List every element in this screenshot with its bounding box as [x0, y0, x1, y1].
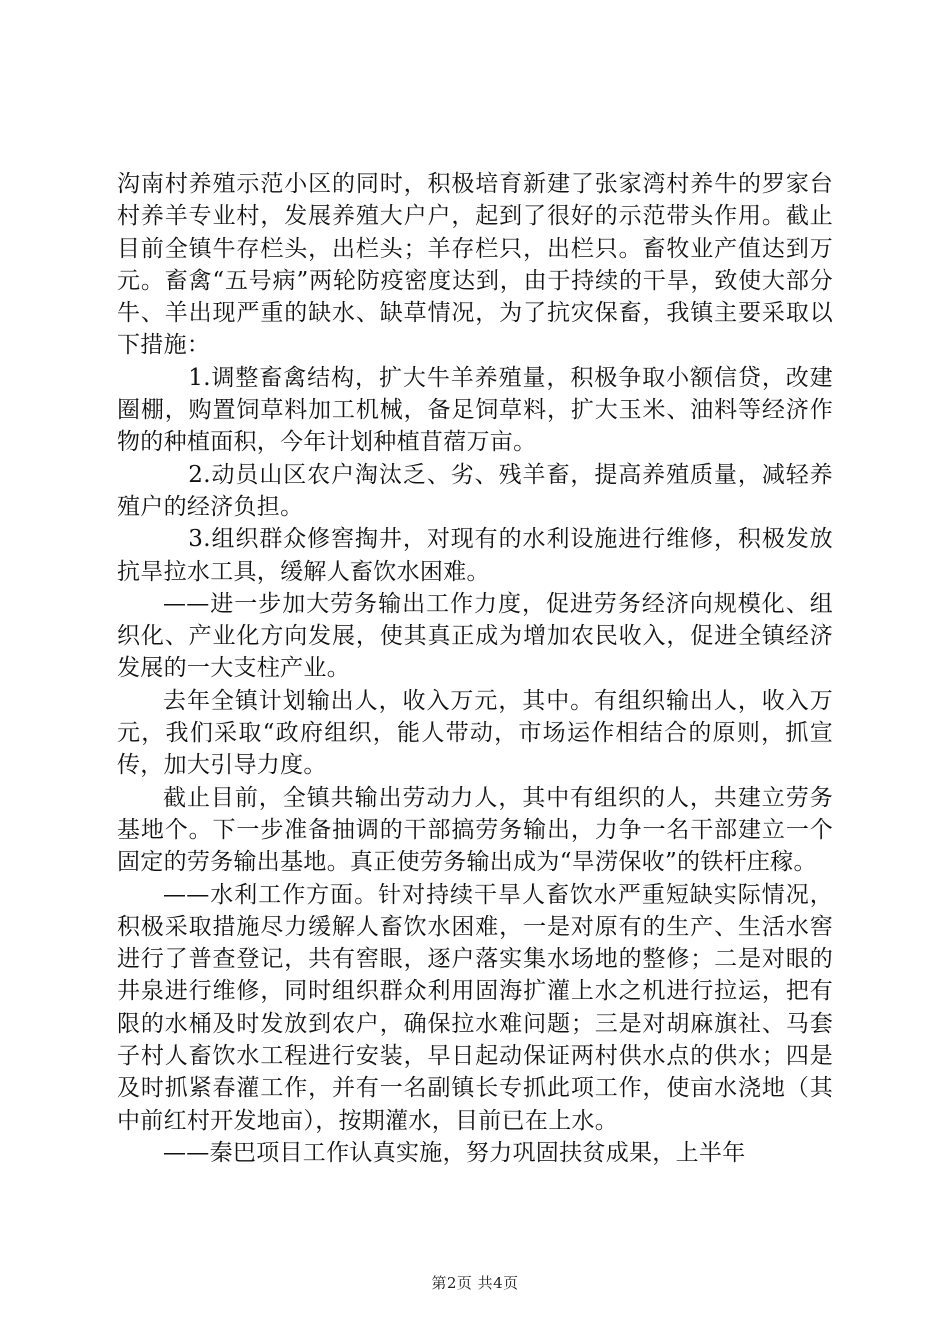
paragraph-livestock-intro: 沟南村养殖示范小区的同时，积极培育新建了张家湾村养牛的罗家台村养羊专业村，发展养殖大户户，起到了很好的示范带头作用。截止目前全镇牛存栏头，出栏头；羊存栏只，出栏只。畜牧业产值达到万元。畜禽“五号病”两轮防疫密度达到，由于持续的干旱，致使大部分牛、羊出现严重的缺水、缺草情况，为了抗灾保畜，我镇主要采取以下措施： [117, 171, 833, 359]
page-number-footer: 第2页 共4页 [431, 1274, 519, 1292]
paragraph-labor-export: ——进一步加大劳务输出工作力度，促进劳务经济向规模化、组织化、产业化方向发展，使其真正成为增加农民收入，促进全镇经济发展的一大支柱产业。 [117, 590, 833, 682]
paragraph-qinba-project: ——秦巴项目工作认真实施，努力巩固扶贫成果，上半年 [163, 1139, 746, 1166]
paragraph-measure-2: 2.动员山区农户淘汰乏、劣、残羊畜，提高养殖质量，减轻养殖户的经济负担。 [117, 461, 833, 520]
paragraph-measure-3: 3.组织群众修窖掏井，对现有的水利设施进行维修，积极发放抗旱拉水工具，缓解人畜饮水困难。 [117, 526, 833, 585]
paragraph-labor-plan: 去年全镇计划输出人，收入万元，其中。有组织输出人，收入万元，我们采取“政府组织，能人带动，市场运作相结合的原则，抓宣传，加大引导力度。 [117, 687, 833, 779]
paragraph-labor-status: 截止目前，全镇共输出劳动力人，其中有组织的人，共建立劳务基地个。下一步准备抽调的干部搞劳务输出，力争一名干部建立一个固定的劳务输出基地。真正使劳务输出成为“旱涝保收”的铁杆庄稼。 [117, 784, 833, 876]
document-body [117, 168, 833, 1169]
paragraph-measure-1: 1.调整畜禽结构，扩大牛羊养殖量，积极争取小额信贷，改建圈棚，购置饲草料加工机械，备足饲草料，扩大玉米、油料等经济作物的种植面积，今年计划种植苜蓿万亩。 [117, 364, 833, 456]
paragraph-water-work: ——水利工作方面。针对持续干旱人畜饮水严重短缺实际情况，积极采取措施尽力缓解人畜饮水困难，一是对原有的生产、生活水窖进行了普查登记，共有窖眼，逐户落实集水场地的整修；二是对眼的井泉进行维修，同时组织群众利用固海扩灌上水之机进行拉运，把有限的水桶及时发放到农户，确保拉水难问题；三是对胡麻旗社、马套子村人畜饮水工程进行安装，早日起动保证两村供水点的供水；四是及时抓紧春灌工作，并有一名副镇长专抓此项工作，使亩水浇地（其中前红村开发地亩），按期灌水，目前已在上水。 [117, 881, 833, 1134]
